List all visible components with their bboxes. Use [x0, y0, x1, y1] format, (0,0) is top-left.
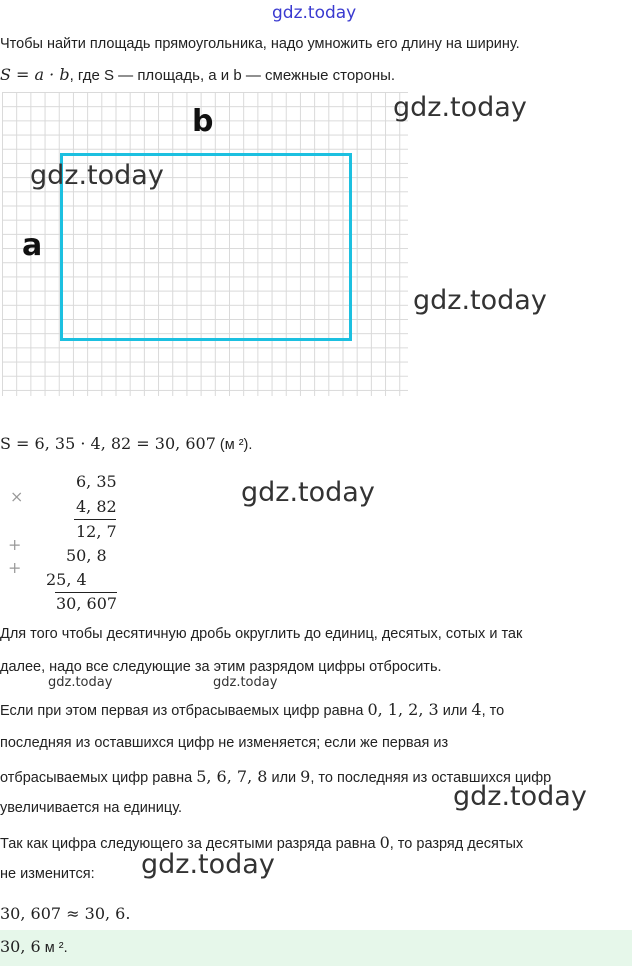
watermark: gdz.today [453, 781, 587, 812]
intro-line: Чтобы найти площадь прямоугольника, надо умножить его длину на ширину. [0, 36, 520, 52]
rule-paragraph-3-line-2: не изменится: [0, 866, 95, 882]
rule-line [55, 592, 117, 593]
text-segment: Если при этом первая из отбрасываемых цифр равна [0, 703, 368, 719]
times-sign: × [10, 487, 24, 506]
label-b: b [192, 104, 214, 139]
watermark: gdz.today [241, 477, 375, 508]
text-segment: , то [481, 703, 505, 719]
answer-value: 30, 6 [0, 937, 41, 956]
text-segment: Так как цифра следующего за десятыми разряда равна [0, 836, 380, 852]
digit: 0 [379, 833, 390, 852]
equation-unit: (м ²). [219, 437, 253, 453]
plus-sign: + [8, 558, 22, 577]
partial-product-1: 12, 7 [76, 522, 117, 541]
area-equation [0, 434, 252, 453]
watermark-top: gdz.today [272, 3, 357, 23]
text-segment: отбрасываемых цифр равна [0, 770, 197, 786]
area-formula-desc: , где S — площадь, a и b — смежные стороны. [69, 67, 396, 84]
text-segment: или [438, 703, 472, 719]
answer-unit: м ². [44, 940, 68, 956]
digit: 4 [471, 700, 482, 719]
rule-paragraph-1-line-2: далее, надо все следующие за этим разрядом цифры отбросить. [0, 659, 442, 675]
area-formula: S = a · b [0, 65, 70, 84]
rule-paragraph-2-line-2: последняя из оставшихся цифр не изменяется; если же первая из [0, 735, 449, 751]
equation-expression: S = 6, 35 · 4, 82 = 30, 607 [0, 434, 216, 453]
digits: 0, 1, 2, 3 [367, 700, 439, 719]
answer-box [0, 930, 632, 966]
rule-paragraph-2-line-1 [0, 700, 504, 719]
product-result: 30, 607 [56, 594, 118, 613]
partial-product-3: 25, 4 [46, 570, 87, 589]
rule-paragraph-2-line-4: увеличивается на единицу. [0, 800, 183, 816]
watermark: gdz.today [413, 285, 547, 316]
watermark: gdz.today [141, 849, 275, 880]
plus-sign: + [8, 535, 22, 554]
watermark: gdz.today [393, 92, 527, 123]
partial-product-2: 50, 8 [66, 546, 107, 565]
digit: 9 [300, 767, 311, 786]
rule-line [74, 519, 116, 520]
area-formula-line [0, 65, 395, 84]
text-segment: , то последняя из оставшихся цифр [310, 770, 552, 786]
digits: 5, 6, 7, 8 [196, 767, 268, 786]
watermark-small: gdz.today [48, 675, 113, 690]
factor-2: 4, 82 [76, 497, 117, 516]
watermark: gdz.today [30, 160, 164, 191]
label-a: a [22, 228, 43, 263]
text-segment: , то разряд десятых [389, 836, 524, 852]
rounding-result: 30, 607 ≈ 30, 6. [0, 904, 131, 923]
rule-paragraph-1-line-1: Для того чтобы десятичную дробь округлить до единиц, десятых, сотых и так [0, 626, 523, 642]
watermark-small: gdz.today [213, 675, 278, 690]
answer-line [0, 937, 68, 956]
factor-1: 6, 35 [76, 472, 117, 491]
text-segment: или [267, 770, 301, 786]
